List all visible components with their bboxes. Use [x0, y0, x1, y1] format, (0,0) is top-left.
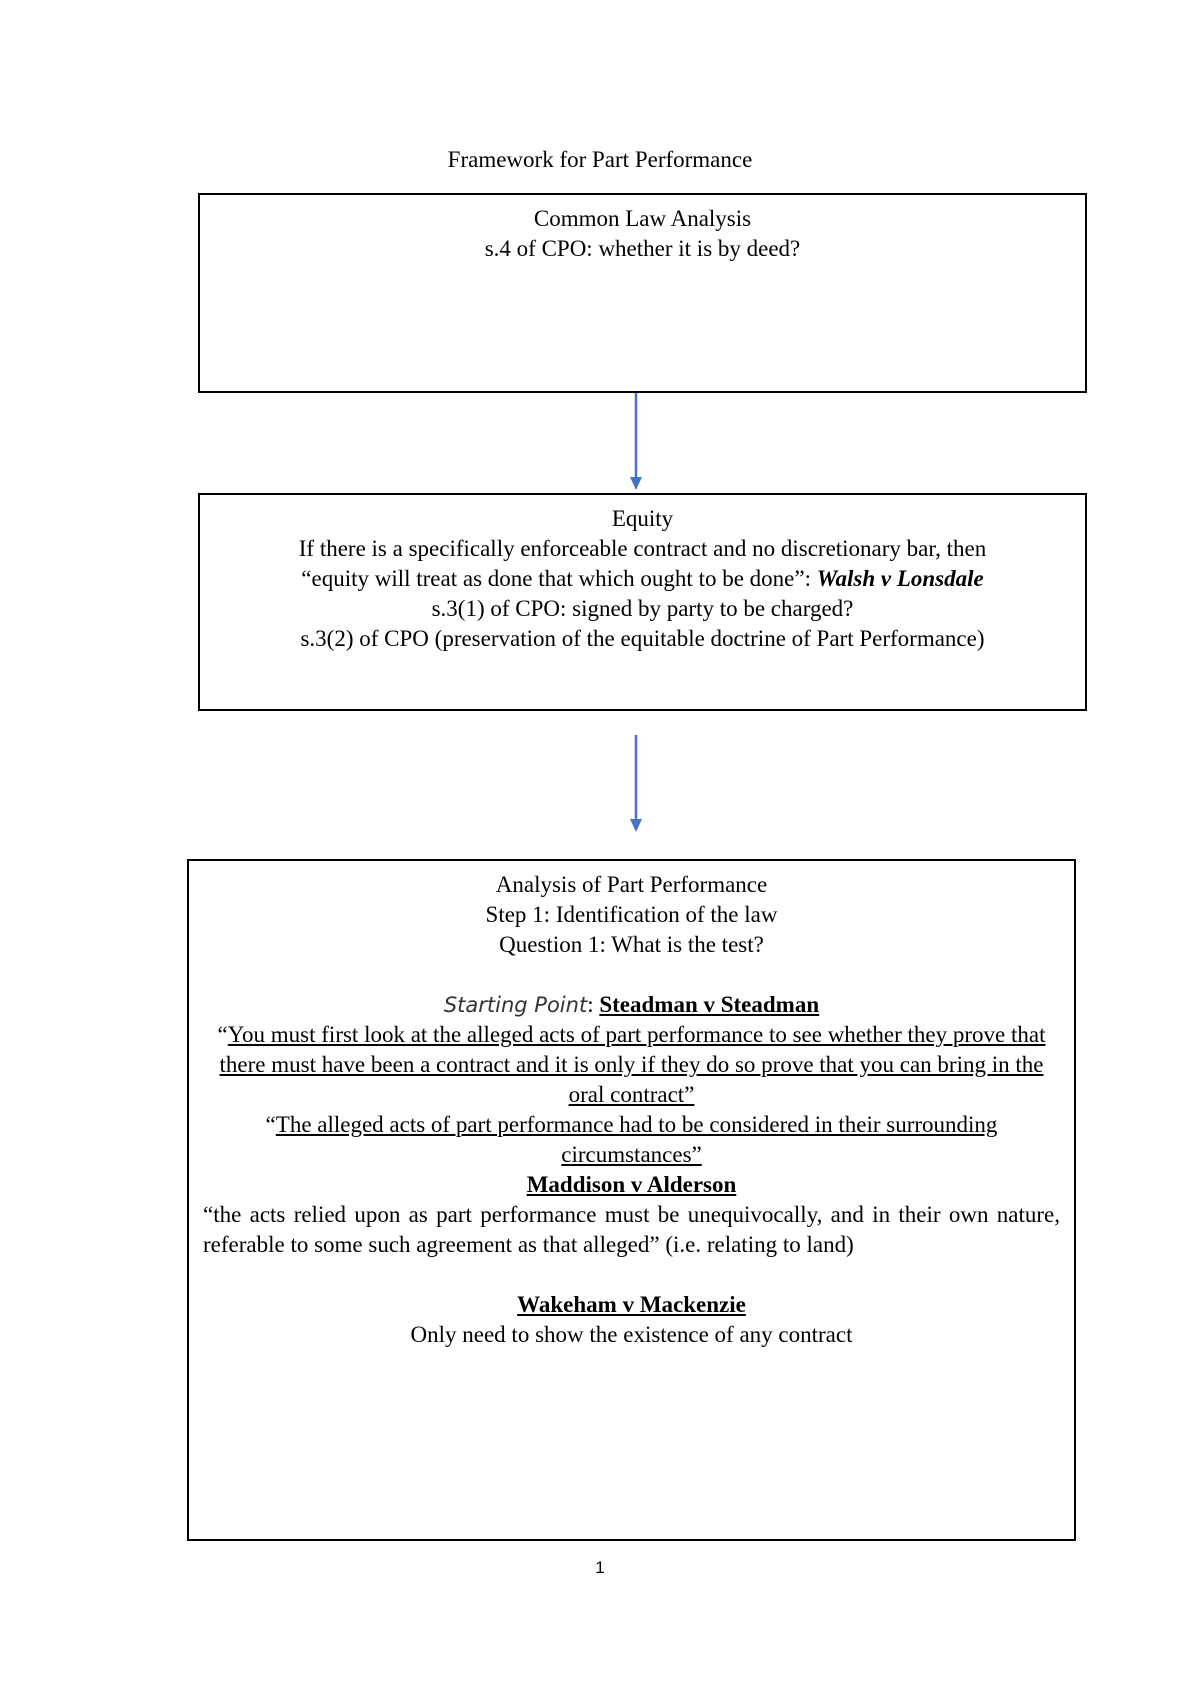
- case-walsh-v-lonsdale: Walsh v Lonsdale: [816, 566, 984, 591]
- equity-line-4: s.3(2) of CPO (preservation of the equitable doctrine of Part Performance): [300, 626, 985, 651]
- starting-point-colon: :: [587, 992, 600, 1017]
- arrow-down-icon: [626, 735, 646, 833]
- steadman-quote-2: “The alleged acts of part performance had to be considered in their surrounding circumstances”: [265, 1112, 998, 1167]
- case-steadman-v-steadman: Steadman v Steadman: [599, 992, 820, 1017]
- part-performance-heading: Analysis of Part Performance: [495, 872, 768, 897]
- steadman-quote-1: “You must first look at the alleged acts of part performance to see whether they prove that there must have been a contract and it is only if they do so prove that you can bring in the oral contract”: [217, 1022, 1046, 1107]
- common-law-heading: Common Law Analysis: [533, 206, 752, 231]
- starting-point: [203, 990, 1060, 1020]
- common-law-deed-question: s.4 of CPO: whether it is by deed?: [484, 236, 801, 261]
- equity-maxim: “equity will treat as done that which ought to be done”:: [301, 566, 817, 591]
- step-1: Step 1: Identification of the law: [485, 902, 778, 927]
- equity-line-3: s.3(1) of CPO: signed by party to be charged?: [431, 596, 854, 621]
- wakeham-text: Only need to show the existence of any contract: [410, 1322, 853, 1347]
- equity-line-1: If there is a specifically enforceable contract and no discretionary bar, then: [298, 536, 987, 561]
- page-title: Framework for Part Performance: [447, 147, 753, 172]
- steadman-quote-2-text: The alleged acts of part performance had to be considered in their surrounding circumstances”: [275, 1112, 998, 1167]
- equity-box: [198, 493, 1087, 711]
- arrow-down-icon: [626, 393, 646, 491]
- common-law-box: [198, 193, 1087, 393]
- question-1: Question 1: What is the test?: [499, 932, 764, 957]
- case-maddison-v-alderson: Maddison v Alderson: [526, 1172, 737, 1197]
- equity-line-2: [200, 564, 1085, 594]
- maddison-quote: “the acts relied upon as part performance must be unequivocally, and in their own nature, referable to some such agreement as that alleged” (i.e. relating to land): [203, 1202, 1060, 1257]
- equity-heading: Equity: [611, 506, 674, 531]
- starting-point-label: Starting Point: [443, 993, 588, 1017]
- page-number: 1: [595, 1558, 605, 1577]
- case-wakeham-v-mackenzie: Wakeham v Mackenzie: [517, 1292, 746, 1317]
- steadman-quote-1-text: You must first look at the alleged acts of part performance to see whether they prove that there must have been a contract and it is only if they do so prove that you can bring in the oral contract”: [219, 1022, 1046, 1107]
- part-performance-box: [187, 859, 1076, 1541]
